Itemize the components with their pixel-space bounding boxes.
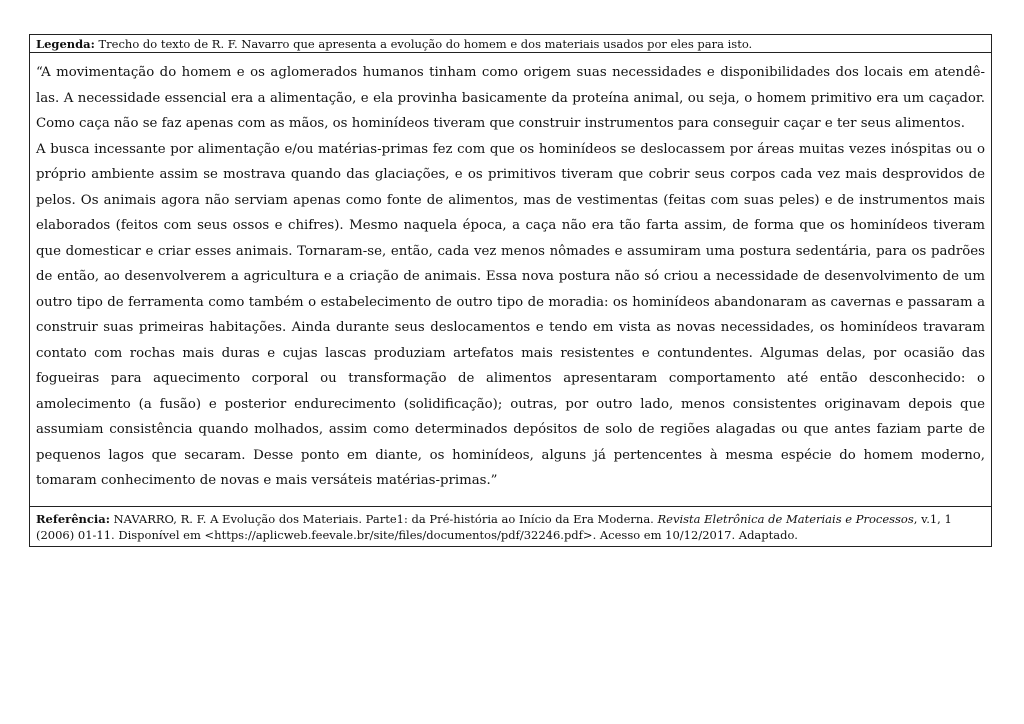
quote-paragraph-2: A busca incessante por alimentação e/ou matérias-primas fez com que os hominídeos se deslocassem por áreas muitas vezes inóspitas ou o próprio ambiente assim se mostrava quando das glaciações, e os primitivos tiveram que cobrir seus corpos cada vez mais desprovidos de pelos. Os animais agora não serviam apenas como fonte de alimentos, mas de vestimentas (feitas com suas peles) e de instrumentos mais elaborados (feitos com seus ossos e chifres). Mesmo naquela época, a caça não era tão farta assim, de forma que os hominídeos tiveram que domesticar e criar esses animais. Tornaram-se, então, cada vez menos nômades e assumiram uma postura sedentária, para os padrões de então, ao desenvolverem a agricultura e a criação de animais. Essa nova postura não só criou a necessidade de desenvolvimento de um outro tipo de ferramenta como também o estabelecimento de outro tipo de moradia: os hominídeos abandonaram as cavernas e passaram a construir suas primeiras habitações. Ainda durante seus deslocamentos e tendo em vista as novas necessidades, os hominídeos travaram contato com rochas mais duras e cujas lascas produziam artefatos mais resistentes e contundentes. Algumas delas, por ocasião das fogueiras para aquecimento corporal ou transformação de alimentos apresentaram comportamento até então desconhecido: o amolecimento (a fusão) e posterior endurecimento (solidificação); outras, por outro lado, menos consistentes originavam depois que assumiam consistência quando molhados, assim como determinados depósitos de solo de regiões alagadas ou que antes faziam parte de pequenos lagos que secaram. Desse ponto em diante, os hominídeos, alguns já pertencentes à mesma espécie do homem moderno, tomaram conhecimento de novas e mais versáteis matérias-primas.” — [36, 141, 985, 488]
quote-paragraph-1: “A movimentação do homem e os aglomerados humanos tinham como origem suas necessidades e disponibilidades dos locais em atendê-las. A necessidade essencial era a alimentação, e ela provinha basicamente da proteína animal, ou seja, o homem primitivo era um caçador. Como caça não se faz apenas com as mãos, os hominídeos tiveram que construir instrumentos para conseguir caçar e ter seus alimentos. — [36, 65, 985, 131]
caption-label: Legenda: — [36, 37, 95, 51]
reference-row — [30, 507, 991, 546]
reference-label: Referência: — [36, 511, 110, 526]
reference-text-before: NAVARRO, R. F. A Evolução dos Materiais. Parte1: da Pré-história ao Início da Era Moderna. — [109, 511, 658, 526]
document-table — [29, 34, 992, 547]
caption-row — [30, 35, 991, 53]
caption-text: Trecho do texto de R. F. Navarro que apresenta a evolução do homem e dos materiais usados por eles para isto. — [94, 37, 753, 51]
quote-row — [30, 53, 991, 507]
reference-journal: Revista Eletrônica de Materiais e Processos — [657, 511, 914, 526]
reference-text-after: , v.1, 1 (2006) 01-11. Disponível em <https://aplicweb.feevale.br/site/files/documentos/pdf/32246.pdf>. Acesso em 10/12/2017. Adaptado. — [36, 511, 952, 542]
